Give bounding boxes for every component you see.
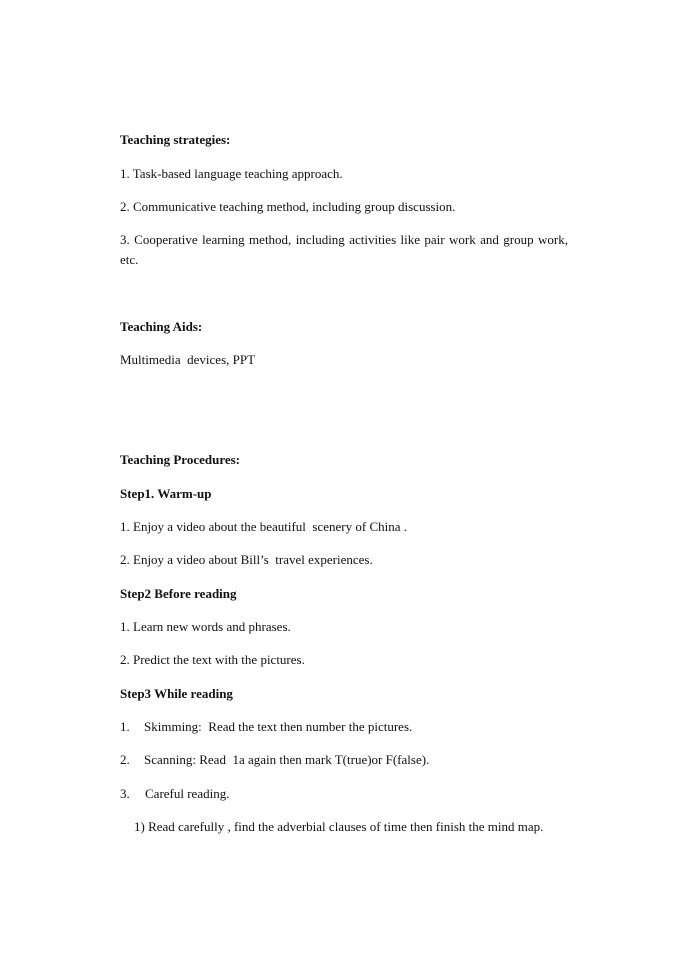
step1-item-1: 1. Enjoy a video about the beautiful scenery of China .	[120, 519, 408, 534]
step3-item-2-number: 2.	[120, 752, 130, 767]
teaching-aids-text: Multimedia devices, PPT	[120, 352, 256, 367]
step2-item-1: 1. Learn new words and phrases.	[120, 619, 291, 634]
step3-item-1	[120, 717, 568, 737]
teaching-procedures-heading: Teaching Procedures:	[120, 452, 241, 467]
step3-item-1-number: 1.	[120, 719, 130, 734]
step2-heading: Step2 Before reading	[120, 586, 237, 601]
step3-item-3	[120, 784, 568, 804]
strategy-item-1: 1. Task-based language teaching approach.	[120, 166, 343, 181]
strategy-item-2: 2. Communicative teaching method, including group discussion.	[120, 199, 456, 214]
step1-heading: Step1. Warm-up	[120, 486, 212, 501]
step3-sub-item-1: 1) Read carefully , find the adverbial clauses of time then finish the mind map.	[134, 819, 544, 834]
teaching-aids-heading: Teaching Aids:	[120, 319, 203, 334]
step3-heading: Step3 While reading	[120, 686, 233, 701]
step2-item-2: 2. Predict the text with the pictures.	[120, 652, 305, 667]
step3-item-3-number: 3.	[120, 786, 130, 801]
step3-item-2-text: Scanning: Read 1a again then mark T(true)or F(false).	[144, 752, 430, 767]
step3-item-2	[120, 750, 568, 770]
step3-item-1-text: Skimming: Read the text then number the pictures.	[144, 719, 413, 734]
step3-item-3-text: Careful reading.	[145, 786, 230, 801]
strategy-item-3: 3. Cooperative learning method, including activities like pair work and group work, etc.	[120, 232, 568, 267]
teaching-strategies-heading: Teaching strategies:	[120, 132, 231, 147]
step1-item-2: 2. Enjoy a video about Bill’s travel experiences.	[120, 552, 373, 567]
